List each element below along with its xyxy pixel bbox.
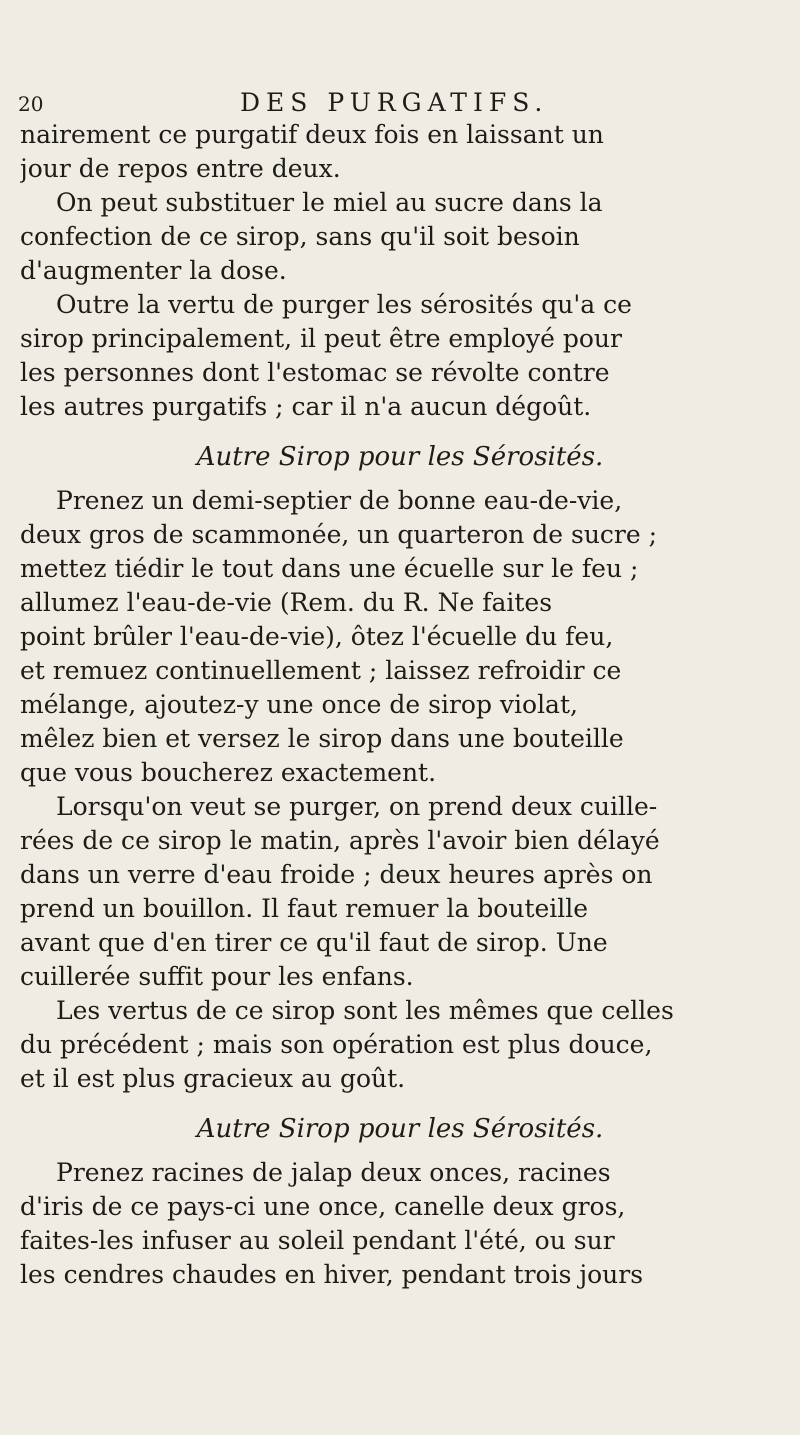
- text-line: d'augmenter la dose.: [20, 256, 287, 285]
- text-line: faites-les infuser au soleil pendant l'été, ou sur: [20, 1226, 615, 1255]
- text-line: les cendres chaudes en hiver, pendant trois jours: [20, 1260, 644, 1289]
- text-line: du précédent ; mais son opération est plus douce,: [20, 1030, 653, 1059]
- text-line: dans un verre d'eau froide ; deux heures après on: [20, 860, 653, 889]
- text-line: point brûler l'eau-de-vie), ôtez l'écuelle du feu,: [20, 622, 614, 651]
- running-head: DES PURGATIFS.: [240, 88, 549, 117]
- section-heading: Autre Sirop pour les Sérosités.: [196, 442, 604, 472]
- text-line: allumez l'eau-de-vie (Rem. du R. Ne faites: [20, 588, 553, 617]
- text-line: mêlez bien et versez le sirop dans une bouteille: [20, 724, 624, 753]
- text-line: et remuez continuellement ; laissez refroidir ce: [20, 656, 622, 685]
- text-line: Prenez racines de jalap deux onces, racines: [56, 1158, 611, 1187]
- text-line: Les vertus de ce sirop sont les mêmes que celles: [56, 996, 674, 1025]
- text-line: On peut substituer le miel au sucre dans la: [56, 188, 603, 217]
- text-line: Lorsqu'on veut se purger, on prend deux cuille-: [56, 792, 658, 821]
- page-number: 20: [18, 92, 44, 116]
- text-line: que vous boucherez exactement.: [20, 758, 437, 787]
- text-line: confection de ce sirop, sans qu'il soit besoin: [20, 222, 580, 251]
- text-line: Prenez un demi-septier de bonne eau-de-vie,: [56, 486, 623, 515]
- text-line: Outre la vertu de purger les sérosités qu'a ce: [56, 290, 632, 319]
- text-line: prend un bouillon. Il faut remuer la bouteille: [20, 894, 589, 923]
- text-line: jour de repos entre deux.: [20, 154, 341, 183]
- text-line: sirop principalement, il peut être employé pour: [20, 324, 622, 353]
- text-line: rées de ce sirop le matin, après l'avoir bien délayé: [20, 826, 660, 855]
- body-text: [20, 118, 780, 1292]
- text-line: mettez tiédir le tout dans une écuelle sur le feu ;: [20, 554, 639, 583]
- text-line: mélange, ajoutez-y une once de sirop violat,: [20, 690, 578, 719]
- text-line: d'iris de ce pays-ci une once, canelle deux gros,: [20, 1192, 626, 1221]
- text-line: les autres purgatifs ; car il n'a aucun dégoût.: [20, 392, 592, 421]
- section-heading: Autre Sirop pour les Sérosités.: [196, 1114, 604, 1144]
- page-header: [18, 88, 658, 116]
- text-line: nairement ce purgatif deux fois en laissant un: [20, 120, 604, 149]
- text-line: avant que d'en tirer ce qu'il faut de sirop. Une: [20, 928, 608, 957]
- text-line: deux gros de scammonée, un quarteron de sucre ;: [20, 520, 658, 549]
- text-line: cuillerée suffit pour les enfans.: [20, 962, 414, 991]
- text-line: les personnes dont l'estomac se révolte contre: [20, 358, 610, 387]
- text-line: et il est plus gracieux au goût.: [20, 1064, 406, 1093]
